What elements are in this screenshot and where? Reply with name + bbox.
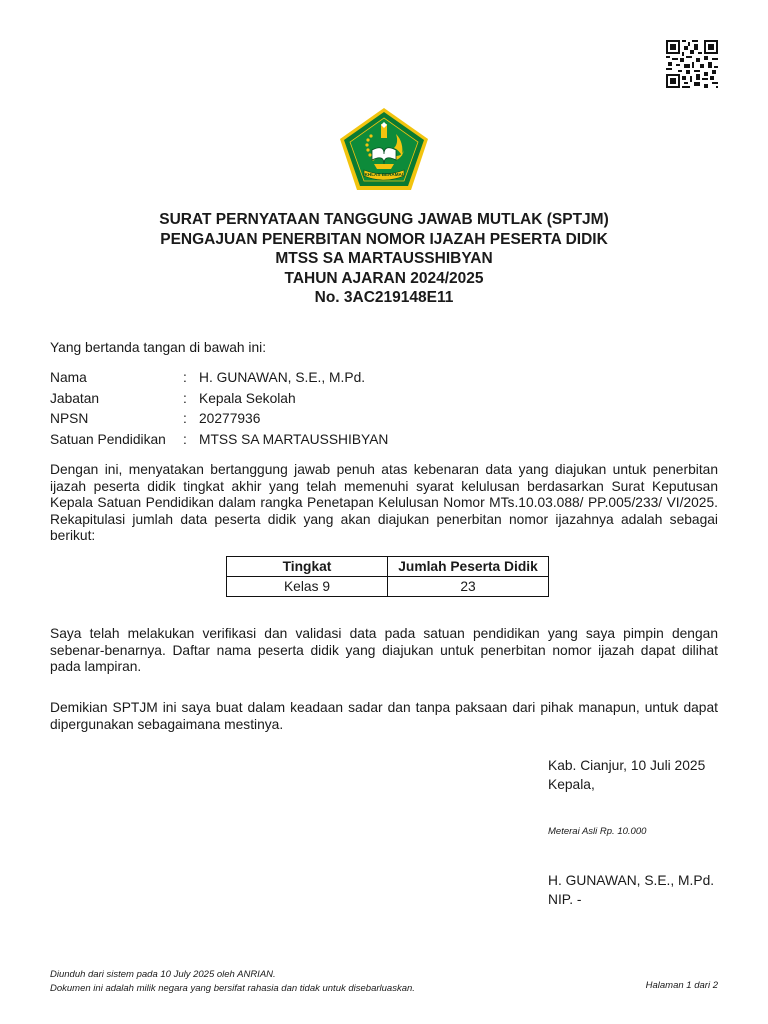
title-line-3: MTSS SA MARTAUSSHIBYAN — [275, 250, 493, 267]
identity-row — [50, 389, 388, 410]
title-line-2: PENGAJUAN PENERBITAN NOMOR IJAZAH PESERTA DIDIK — [160, 230, 608, 248]
identity-row — [50, 409, 388, 430]
identity-label: NPSN — [50, 411, 89, 426]
recap-header-tingkat: Tingkat — [227, 557, 388, 577]
identity-colon: : — [183, 431, 187, 447]
document-title — [0, 210, 768, 308]
identity-value: Kepala Sekolah — [199, 390, 296, 406]
recap-table — [226, 556, 549, 597]
identity-row — [50, 368, 388, 389]
identity-label: Satuan Pendidikan — [50, 431, 166, 447]
identity-colon: : — [183, 370, 187, 385]
recap-header-row — [227, 557, 549, 577]
materai-note: Meterai Asli Rp. 10.000 — [548, 826, 647, 837]
closing-paragraph: Demikian SPTJM ini saya buat dalam keadaan sadar dan tanpa paksaan dari pihak manapun, untuk dapat dipergunakan sebagaimana mestinya. — [50, 700, 718, 732]
identity-colon: : — [183, 411, 187, 426]
recap-cell-jumlah: 23 — [388, 577, 549, 597]
table-row — [227, 577, 549, 597]
verification-paragraph: Saya telah melakukan verifikasi dan validasi data pada satuan pendidikan yang saya pimpin dengan sebenar-benarnya. Daftar nama peserta didik yang diajukan untuk penerbitan nomor ijazah dapat dilihat pada lampiran. — [50, 626, 718, 674]
signer-position: Kepala, — [548, 776, 595, 792]
identity-label: Nama — [50, 370, 87, 385]
identity-value: MTSS SA MARTAUSSHIBYAN — [199, 431, 389, 447]
signer-block — [548, 872, 714, 909]
title-line-1: SURAT PERNYATAAN TANGGUNG JAWAB MUTLAK (SPTJM) — [159, 211, 609, 228]
page-number: Halaman 1 dari 2 — [645, 980, 718, 991]
statement-paragraph: Dengan ini, menyatakan bertanggung jawab penuh atas kebenaran data yang diajukan untuk penerbitan ijazah peserta didik tingkat akhir yang telah memenuhi syarat kelulusan berdasarkan Surat Keputusan Kepala Satuan Pendidikan dalam rangka Penetapan Kelulusan Nomor MTs.10.03.088/ PP.005/233/ VI/2025. Rekapitulasi jumlah data peserta didik yang akan diajukan penerbitan nomor ijazahnya adalah sebagai berikut: — [50, 462, 718, 543]
title-line-4: TAHUN AJARAN 2024/2025 — [284, 269, 484, 287]
identity-colon: : — [183, 390, 187, 406]
place-date: Kab. Cianjur, 10 Juli 2025 — [548, 758, 706, 773]
identity-value: 20277936 — [199, 411, 261, 426]
document-number: No. 3AC219148E11 — [314, 289, 454, 306]
intro-text: Yang bertanda tangan di bawah ini: — [50, 340, 267, 355]
recap-cell-tingkat: Kelas 9 — [227, 577, 388, 597]
footer-note — [50, 968, 415, 996]
signer-nip: NIP. - — [548, 891, 582, 907]
recap-header-jumlah: Jumlah Peserta Didik — [388, 557, 549, 577]
identity-table — [50, 368, 388, 450]
footer-download-info: Diunduh dari sistem pada 10 July 2025 oleh ANRIAN. — [50, 969, 276, 980]
identity-label: Jabatan — [50, 390, 100, 406]
logo-motto: IKHLAS BERAMAL — [363, 172, 405, 177]
footer-confidential: Dokumen ini adalah milik negara yang bersifat rahasia dan tidak untuk disebarluaskan. — [50, 983, 415, 994]
identity-value: H. GUNAWAN, S.E., M.Pd. — [199, 370, 366, 385]
kemenag-logo — [338, 106, 430, 192]
qr-code — [666, 40, 718, 88]
signer-name: H. GUNAWAN, S.E., M.Pd. — [548, 873, 715, 888]
identity-row — [50, 430, 388, 451]
signature-block — [548, 757, 705, 794]
